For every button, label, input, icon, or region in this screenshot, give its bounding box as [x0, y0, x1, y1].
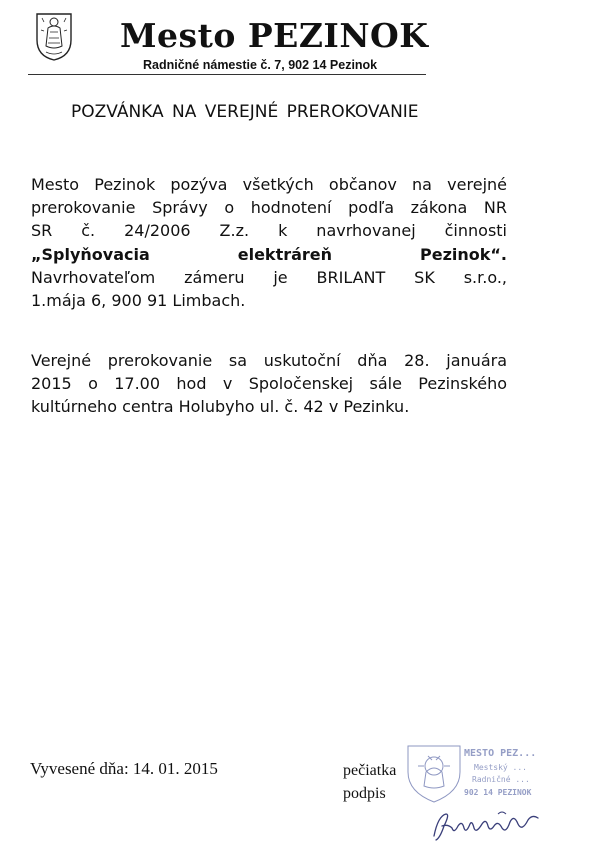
handwritten-signature — [428, 806, 548, 844]
stamp-text: Mestský ... — [474, 763, 527, 772]
city-address: Radničné námestie č. 7, 902 14 Pezinok — [143, 58, 378, 72]
stamp-text: Radničné ... — [472, 775, 530, 784]
official-stamp — [406, 742, 566, 810]
stamp-label: pečiatka — [343, 762, 397, 779]
paragraph-line: prerokovanie Správy o hodnotení podľa zákona NR — [31, 198, 507, 218]
paragraph-line: Navrhovateľom zámeru je BRILANT SK s.r.o., — [31, 267, 507, 287]
city-coat-of-arms-icon — [34, 10, 74, 62]
page-title: Mesto PEZINOK — [120, 16, 429, 55]
project-name: „Splyňovacia elektráreň Pezinok“. — [31, 244, 507, 264]
invitation-paragraph — [31, 173, 507, 312]
signature-label: podpis — [343, 785, 386, 802]
document-heading: POZVÁNKA NA VEREJNÉ PREROKOVANIE — [71, 102, 419, 122]
paragraph-line: kultúrneho centra Holubyho ul. č. 42 v Pezinku. — [31, 397, 410, 417]
posted-date: Vyvesené dňa: 14. 01. 2015 — [30, 759, 218, 778]
paragraph-line: SR č. 24/2006 Z.z. k navrhovanej činnosti — [31, 221, 507, 241]
paragraph-line: 2015 o 17.00 hod v Spoločenskej sále Pezinského — [31, 374, 507, 394]
meeting-details-paragraph — [31, 349, 507, 419]
header-divider — [28, 74, 426, 75]
paragraph-line: 1.mája 6, 900 91 Limbach. — [31, 291, 246, 311]
paragraph-line: Verejné prerokovanie sa uskutoční dňa 28. januára — [31, 351, 507, 370]
stamp-text: MESTO PEZ... — [464, 748, 537, 759]
paragraph-line: Mesto Pezinok pozýva všetkých občanov na verejné — [31, 175, 507, 194]
stamp-text: 902 14 PEZINOK — [464, 788, 532, 797]
